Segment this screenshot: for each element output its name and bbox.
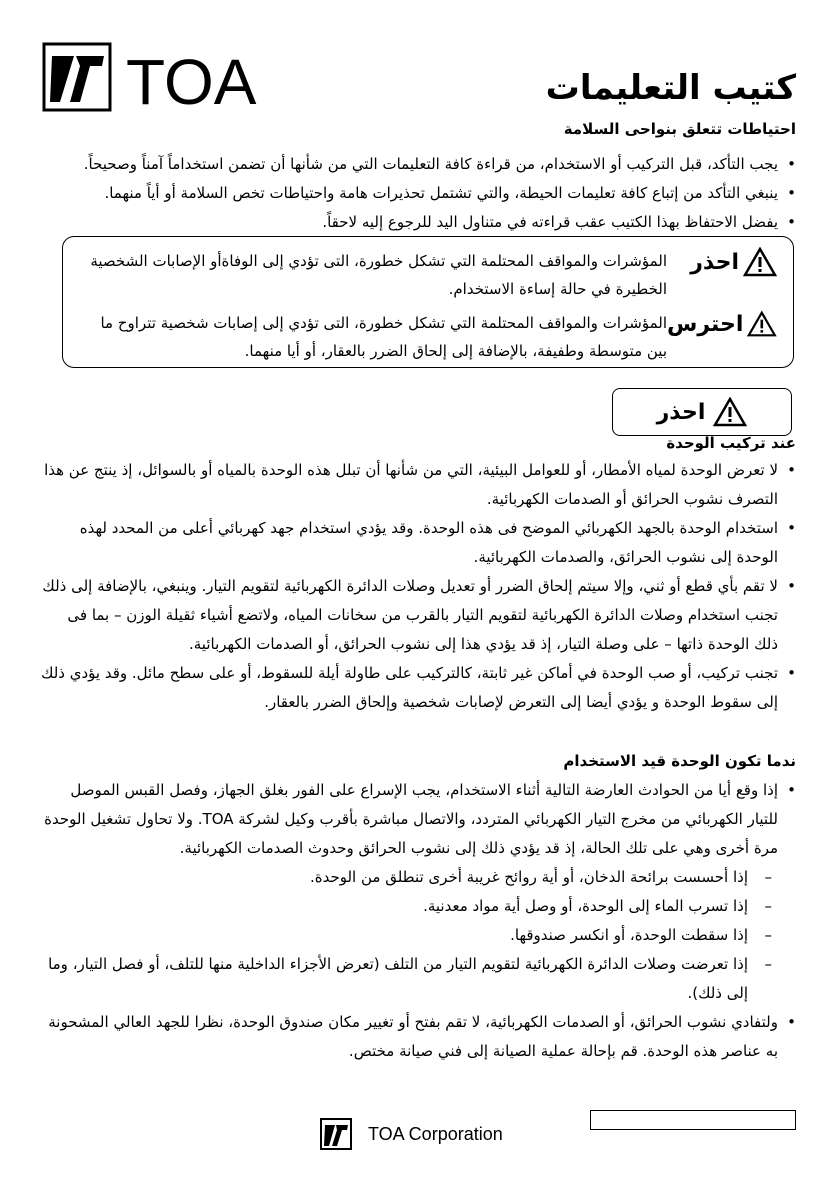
install-heading: عند تركيب الوحدة <box>666 434 796 452</box>
list-item: • تجنب تركيب، أو صب الوحدة في أماكن غير ثابتة، كالتركيب على طاولة أيلة للسقوط، أو على سطح مائل. وقد يؤدي ذلك إلى سقوط الوحدة و يؤدي أيضا إلى التعرض لإصابات شخصية وإلحاق الضرر بالعقار. <box>40 659 796 717</box>
footer-code-box <box>590 1110 796 1130</box>
warning-triangle-icon <box>713 397 747 427</box>
list-item: • ولتفادي نشوب الحرائق، أو الصدمات الكهربائية، لا تقم بفتح أو تغيير مكان صندوق الوحدة، نظرا للجهد العالي المشحونة به عناصر هذه الوحدة. قم بإحالة عملية الصيانة إلى فني صيانة مختص. <box>40 1008 796 1066</box>
list-item: – إذا تسرب الماء إلى الوحدة، أو وصل أية مواد معدنية. <box>40 892 796 921</box>
toa-logo-icon <box>42 42 282 114</box>
page-title: كتيب التعليمات <box>545 68 796 108</box>
intro-list <box>40 150 796 237</box>
warning-legend-row <box>77 247 777 303</box>
list-item: • يجب التأكد، قبل التركيب أو الاستخدام، من قراءة كافة التعليمات التي من شأنها أن تضمن استخداماً آمناً وصحيحاً. <box>40 150 796 179</box>
brand-name: TOA <box>126 46 257 114</box>
caution-label-text: احترس <box>667 311 744 337</box>
list-item: • لا تقم بأي قطع أو ثني، وإلا سيتم إلحاق الضرر أو تعديل وصلات الدائرة الكهربائية لتقويم التيار. وينبغي، بالإضافة إلى ذلك تجنب استخدام وصلات الدائرة الكهربائية لتقويم التيار بالقرب من سخانات المياه، ولاتضع أشياء ثقيلة الوزن – بما فى ذلك الوحدة ذاتها – على وصلة التيار، إذ قد يؤدي هذا إلى نشوب الحرائق، أو الصدمات الكهربائية. <box>40 572 796 659</box>
list-item: • ينبغي التأكد من إتباع كافة تعليمات الحيطة، والتي تشتمل تحذيرات هامة واحتياطات تخص السلامة أو أياً منهما. <box>40 179 796 208</box>
install-list <box>40 456 796 717</box>
warning-section-box <box>612 388 792 436</box>
warning-triangle-icon <box>747 309 777 339</box>
warning-label-text: احذر <box>690 249 739 275</box>
footer-logo <box>320 1118 520 1152</box>
list-item: – إذا تعرضت وصلات الدائرة الكهربائية لتقويم التيار من التلف (تعرض الأجزاء الداخلية منها للتلف، أو فصل التيار، وما إلى ذلك). <box>40 950 796 1008</box>
safety-heading: احتياطات تتعلق بنواحى السلامة <box>563 120 796 138</box>
caution-legend-text: المؤشرات والمواقف المحتلمة التي تشكل خطورة، التى تؤدي إلى إصابات شخصية تتراوح ما بين متوسطة وطفيفة، بالإضافة إلى إلحاق الضرر بالعقار، أو أيا منهما. <box>100 314 667 360</box>
list-item: • إذا وقع أيا من الحوادث العارضة التالية أثناء الاستخدام، يجب الإسراع على الفور بغلق الجهاز، وفصل القبس الموصل للتيار الكهربائي من مخرج التيار الكهربائي المتردد، والاتصال مباشرة بأقرب وكيل لشركة TOA. ولا تحاول تشغيل الوحدة مرة أخرى وهي على تلك الحالة، إذ قد يؤدي ذلك إلى نشوب الحرائق وحدوث الصدمات الكهربائية. <box>40 776 796 863</box>
list-item: – إذا أحسست برائحة الدخان، أو أية روائح غريبة أخرى تنطلق من الوحدة. <box>40 863 796 892</box>
list-item: • استخدام الوحدة بالجهد الكهربائي الموضح فى هذه الوحدة. وقد يؤدي استخدام جهد كهربائي أعلى من المحدد لهذه الوحدة إلى نشوب الحرائق، والصدمات الكهربائية. <box>40 514 796 572</box>
warning-section-label: احذر <box>656 399 706 425</box>
footer-brand-text: TOA Corporation <box>368 1124 503 1144</box>
toa-logo <box>42 42 282 114</box>
use-heading: ندما تكون الوحدة قيد الاستخدام <box>563 752 796 770</box>
use-list <box>40 776 796 1066</box>
list-item: – إذا سقطت الوحدة، أو انكسر صندوقها. <box>40 921 796 950</box>
warning-legend-label <box>667 247 777 277</box>
list-item: • لا تعرض الوحدة لمياه الأمطار، أو للعوامل البيئية، التي من شأنها أن تبلل هذه الوحدة بالمياه أو بالسوائل، إذ ينتج عن هذا التصرف نشوب الحرائق أو الصدمات الكهربائية. <box>40 456 796 514</box>
caution-legend-label <box>667 309 777 339</box>
list-item: • يفضل الاحتفاظ بهذا الكتيب عقب قراءته في متناول اليد للرجوع إليه لاحقاً. <box>40 208 796 237</box>
caution-legend-row <box>77 309 777 365</box>
warning-legend-text: المؤشرات والمواقف المحتلمة التي تشكل خطورة، التى تؤدي إلى الوفاةأو الإصابات الشخصية الخطيرة في حالة إساءة الاستخدام. <box>90 252 667 298</box>
symbol-legend-box <box>62 236 794 368</box>
warning-triangle-icon <box>743 247 777 277</box>
